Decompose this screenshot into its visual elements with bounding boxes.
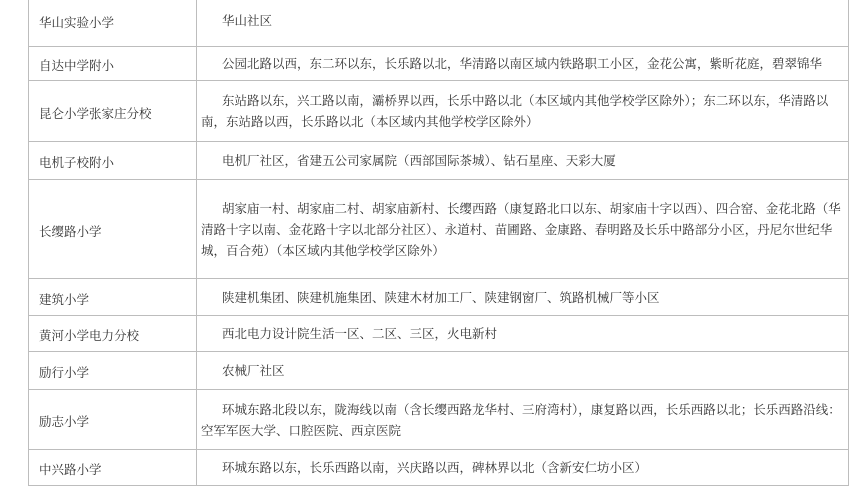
school-name-cell	[29, 390, 197, 450]
school-name: 黄河小学电力分校	[39, 328, 140, 343]
school-name: 励行小学	[39, 365, 90, 380]
table-row	[29, 450, 849, 486]
district-area: 西北电力设计院生活一区、二区、三区，火电新村	[222, 326, 498, 341]
school-name: 华山实验小学	[39, 15, 115, 30]
school-name-cell	[29, 316, 197, 352]
district-area: 环城东路北段以东，陇海线以南（含长缨西路龙华村、三府湾村），康复路以西，长乐西路以北；长乐西路沿线：空军军医大学、口腔医院、西京医院	[201, 401, 841, 438]
school-name-cell	[29, 0, 197, 47]
district-area: 农械厂社区	[222, 363, 285, 378]
table-row	[29, 142, 849, 180]
district-area: 环城东路以东，长乐西路以南，兴庆路以西，碑林界以北（含新安仁坊小区）	[222, 460, 648, 475]
school-name: 中兴路小学	[39, 462, 102, 477]
school-name-cell	[29, 81, 197, 142]
district-area-cell	[197, 47, 849, 81]
school-name: 电机子校附小	[39, 155, 115, 170]
table-row	[29, 180, 849, 279]
school-name: 长缨路小学	[39, 223, 102, 239]
district-area-cell	[197, 81, 849, 142]
district-area-cell	[197, 279, 849, 316]
table-row	[29, 352, 849, 390]
school-name-cell	[29, 47, 197, 81]
school-name-cell	[29, 180, 197, 279]
district-area-cell	[197, 450, 849, 486]
table-row	[29, 0, 849, 47]
school-name: 昆仑小学张家庄分校	[39, 105, 152, 121]
school-name-cell	[29, 352, 197, 390]
district-area: 公园北路以西，东二环以东，长乐路以北，华清路以南区域内铁路职工小区，金花公寓，紫昕花庭，碧翠锦华	[222, 56, 823, 71]
school-name-cell	[29, 450, 197, 486]
district-area-cell	[197, 0, 849, 47]
district-area: 胡家庙一村、胡家庙二村、胡家庙新村、长缨西路（康复路北口以东、胡家庙十字以西）、四合窑、金花北路（华清路十字以南、金花路十字以北部分社区）、永道村、苗圃路、金康路、春明路及长乐中路部分小区，丹尼尔世纪华城，百合苑）（本区域内其他学校学区除外）	[201, 200, 841, 258]
district-area-cell	[197, 390, 849, 450]
table-row	[29, 81, 849, 142]
school-name: 励志小学	[39, 414, 90, 429]
district-area: 电机厂社区，省建五公司家属院（西部国际茶城）、钻石星座、天彩大厦	[222, 153, 616, 168]
school-name-cell	[29, 279, 197, 316]
school-district-table	[28, 0, 849, 486]
school-name-cell	[29, 142, 197, 180]
district-area-cell	[197, 180, 849, 279]
school-name: 建筑小学	[39, 291, 90, 307]
table-row	[29, 279, 849, 316]
district-area: 华山社区	[222, 13, 273, 28]
district-area-cell	[197, 142, 849, 180]
school-name: 自达中学附小	[39, 58, 115, 73]
table-row	[29, 47, 849, 81]
table-row	[29, 390, 849, 450]
table-row	[29, 316, 849, 352]
district-area: 陕建机集团、陕建机施集团、陕建木材加工厂、陕建钢窗厂、筑路机械厂等小区	[222, 289, 660, 305]
district-area-cell	[197, 352, 849, 390]
district-area-cell	[197, 316, 849, 352]
district-area: 东站路以东，兴工路以南，灞桥界以西，长乐中路以北（本区域内其他学校学区除外）；东二环以东，华清路以南，东站路以西，长乐路以北（本区域内其他学校学区除外）	[201, 93, 829, 129]
